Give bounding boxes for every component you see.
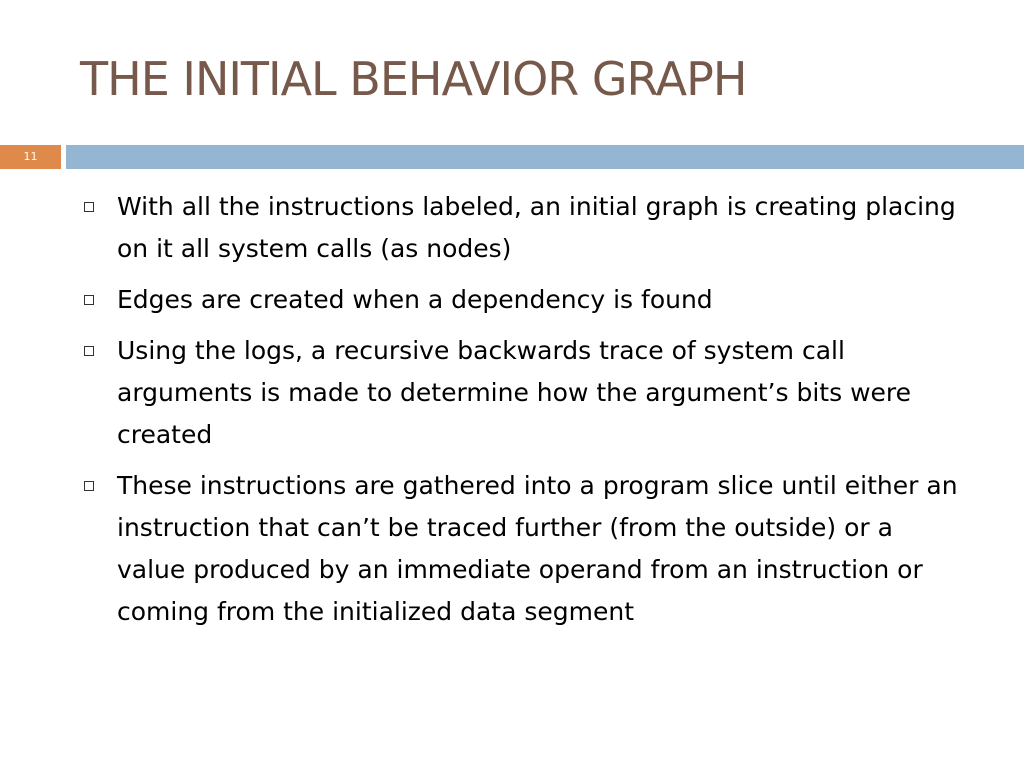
bullet-text: With all the instructions labeled, an initial graph is creating placing on it all system calls (as nodes)	[117, 192, 956, 263]
bullet-text: Edges are created when a dependency is found	[117, 285, 713, 314]
square-bullet-icon	[84, 295, 94, 305]
slide-number: 11	[23, 150, 38, 163]
bullet-text: Using the logs, a recursive backwards trace of system call arguments is made to determine how the argument’s bits were created	[117, 336, 912, 449]
bullet-text: These instructions are gathered into a program slice until either an instruction that can’t be traced further (from the outside) or a value produced by an immediate operand from an instruction or coming from the initialized data segment	[117, 471, 958, 626]
accent-bar	[66, 145, 1024, 169]
bullet-item	[80, 279, 960, 321]
slide-title: THE INITIAL BEHAVIOR GRAPH	[80, 52, 747, 106]
bullet-item	[80, 186, 960, 270]
square-bullet-icon	[84, 202, 94, 212]
square-bullet-icon	[84, 481, 94, 491]
slide-number-badge	[0, 145, 61, 169]
square-bullet-icon	[84, 346, 94, 356]
bullet-item	[80, 330, 960, 456]
bullet-item	[80, 465, 960, 633]
bullet-list	[80, 186, 960, 642]
